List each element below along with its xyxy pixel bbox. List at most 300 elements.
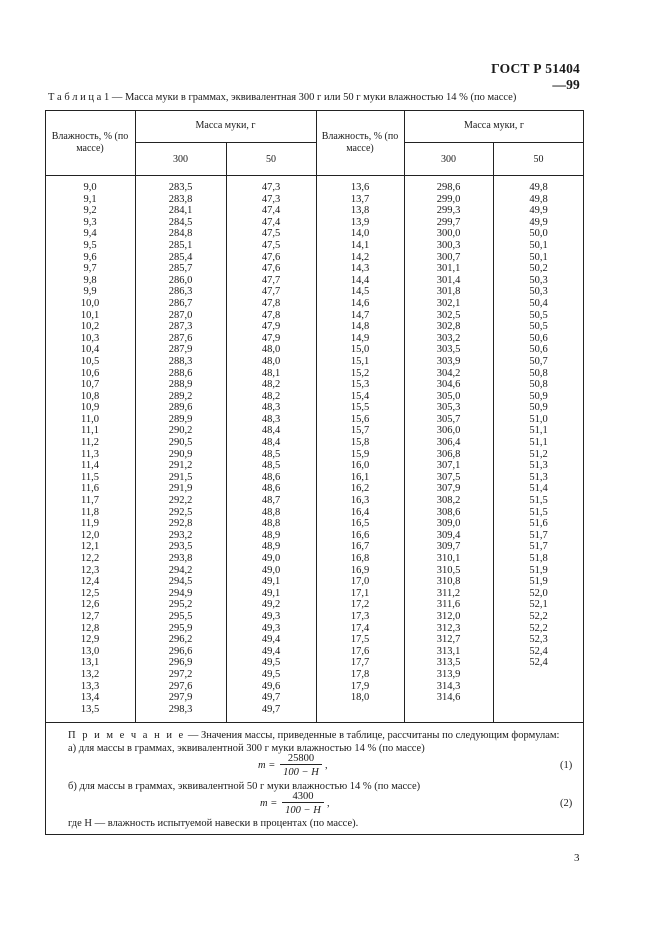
table-cell: 14,4	[350, 274, 370, 286]
table-cell: 49,8	[529, 193, 548, 205]
table-cell: 13,9	[350, 216, 370, 228]
formula2-numerator: 4300	[282, 791, 324, 803]
table-cell: 287,9	[168, 344, 193, 356]
table-cell: 48,0	[261, 355, 281, 367]
table-cell: 47,6	[261, 263, 281, 275]
table-cell: 11,8	[81, 506, 99, 518]
table-cell: 13,7	[350, 193, 370, 205]
table-cell: 303,2	[436, 332, 461, 344]
table-cell: 48,2	[261, 390, 281, 402]
table-cell: 296,9	[168, 657, 193, 669]
table-cell: 50,1	[529, 251, 548, 263]
formula2-lhs: m =	[260, 798, 278, 809]
table-cell: 296,6	[168, 645, 193, 657]
table-cell: 12,5	[80, 587, 100, 599]
table-cell: 293,5	[168, 541, 193, 553]
table-cell: 15,2	[350, 367, 370, 379]
table-cell: 52,4	[529, 645, 548, 657]
table-cell: 50,9	[529, 402, 548, 414]
table-cell: 49,0	[261, 553, 281, 564]
table-cell: 48,7	[261, 495, 281, 507]
table-cell: 303,5	[436, 344, 461, 356]
table-cell: 10,3	[80, 332, 100, 344]
table-cell: 13,2	[80, 668, 100, 680]
header-mass-right: Масса муки, г	[464, 120, 524, 131]
table-cell: 16,7	[350, 541, 370, 553]
table-cell: 307,5	[436, 471, 461, 483]
table-cell: 47,8	[261, 309, 281, 321]
table-cell: 16,3	[350, 495, 370, 507]
table-cell: 47,5	[261, 239, 281, 251]
table-cell: 286,7	[168, 297, 193, 309]
table-cell: 300,3	[436, 239, 461, 251]
formula1-lhs: m =	[258, 760, 276, 771]
table-cell: 14,8	[350, 321, 370, 333]
table-cell: 302,5	[436, 309, 461, 321]
table-cell: 17,0	[350, 576, 370, 588]
table-cell: 10,4	[80, 344, 100, 356]
table-cell: 297,2	[168, 668, 193, 680]
table-cell: 284,1	[168, 205, 193, 217]
table-cell: 51,5	[529, 495, 548, 507]
table-cell: 17,9	[350, 680, 370, 692]
table-cell: 49,6	[261, 680, 281, 692]
table-cell: 17,7	[350, 657, 370, 669]
table-cell: 49,2	[261, 599, 281, 611]
table-cell: 51,1	[529, 437, 548, 449]
table-cell: 310,1	[436, 553, 461, 564]
table-cell: 11,1	[81, 425, 99, 437]
table-cell: 286,3	[168, 286, 193, 298]
table-cell: 284,5	[168, 216, 193, 228]
column-mass-50-right	[493, 182, 584, 669]
table-caption	[48, 92, 588, 103]
table-cell: 17,4	[350, 622, 370, 634]
table-cell: 47,5	[261, 228, 281, 240]
table-cell: 13,3	[80, 680, 100, 692]
table-cell: 9,3	[83, 216, 97, 228]
table-cell: 47,6	[261, 251, 281, 263]
table-cell: 51,6	[529, 518, 548, 530]
table-cell: 295,2	[168, 599, 193, 611]
formula2-number: (2)	[560, 798, 573, 809]
table-cell: 15,6	[350, 413, 370, 425]
table-cell: 13,1	[80, 657, 100, 669]
note-item-b: б) для массы в граммах, эквивалентной 50 г муки влажностью 14 % (по массе)	[68, 781, 421, 792]
table-cell: 294,9	[168, 587, 193, 599]
page-number: 3	[574, 852, 580, 864]
table-cell: 11,3	[81, 448, 99, 460]
header-300-right: 300	[441, 154, 456, 165]
table-cell: 48,2	[261, 379, 281, 391]
table-cell: 48,8	[261, 518, 281, 530]
table-cell: 49,7	[261, 703, 281, 715]
table-cell: 16,4	[350, 506, 370, 518]
table-cell: 285,7	[168, 263, 193, 275]
column-mass-300-right	[404, 182, 493, 704]
table-cell: 297,9	[168, 692, 193, 704]
formula1-tail: ,	[325, 760, 328, 771]
table-cell: 52,0	[529, 587, 548, 599]
table-cell: 313,1	[436, 645, 461, 657]
column-moisture-right	[316, 182, 404, 704]
table-cell: 51,4	[529, 483, 548, 495]
table-cell: 291,2	[168, 460, 193, 472]
note-label: П р и м е ч а н и е	[68, 730, 186, 741]
table-cell: 312,3	[436, 622, 461, 634]
table-cell: 295,5	[168, 610, 193, 622]
table-cell: 11,6	[81, 483, 99, 495]
table-cell: 12,3	[80, 564, 100, 576]
table-cell: 299,7	[436, 216, 461, 228]
table-cell: 296,2	[168, 634, 193, 646]
table-cell: 12,2	[80, 553, 100, 564]
table-cell: 49,3	[261, 610, 281, 622]
table-cell: 305,3	[436, 402, 461, 414]
table-cell: 51,7	[529, 541, 548, 553]
table-cell: 48,5	[261, 460, 281, 472]
table-cell: 9,6	[83, 251, 97, 263]
table-cell: 50,7	[529, 355, 548, 367]
table-cell: 49,4	[261, 645, 281, 657]
table-cell: 51,0	[529, 413, 548, 425]
table-cell: 47,3	[261, 193, 281, 205]
table-cell: 299,0	[436, 193, 461, 205]
table-cell: 47,8	[261, 297, 281, 309]
table-cell: 295,9	[168, 622, 193, 634]
table-cell: 47,4	[261, 216, 281, 228]
table-cell: 48,4	[261, 437, 281, 449]
header-mass-left: Масса муки, г	[195, 120, 256, 131]
table-cell: 49,0	[261, 564, 281, 576]
table-cell: 288,6	[168, 367, 193, 379]
formula1-denominator: 100 − H	[283, 767, 319, 778]
table-cell: 309,7	[436, 541, 461, 553]
table-cell: 49,5	[261, 668, 281, 680]
table-cell: 15,1	[350, 355, 370, 367]
table-cell: 9,9	[83, 286, 97, 298]
table-cell: 289,6	[168, 402, 193, 414]
table-cell: 17,2	[350, 599, 370, 611]
table-cell: 49,9	[529, 205, 548, 217]
header-50-right: 50	[533, 154, 544, 165]
table-cell: 13,0	[80, 645, 100, 657]
table-cell: 50,8	[529, 367, 548, 379]
note-where: где H — влажность испытуемой навески в процентах (по массе).	[68, 818, 359, 829]
table-cell: 12,9	[80, 634, 100, 646]
table-cell: 48,4	[261, 425, 281, 437]
table-cell: 290,2	[168, 425, 193, 437]
table-cell: 16,9	[350, 564, 370, 576]
table-cell: 16,0	[350, 460, 370, 472]
table-cell: 301,4	[436, 274, 461, 286]
table-cell: 308,2	[436, 495, 461, 507]
table-cell: 50,6	[529, 344, 548, 356]
table-cell: 311,2	[436, 587, 461, 599]
table-cell: 17,8	[350, 668, 370, 680]
table-cell: 15,7	[350, 425, 370, 437]
table-cell: 9,8	[83, 274, 97, 286]
table-cell: 10,2	[80, 321, 100, 333]
table-cell: 314,3	[436, 680, 461, 692]
table-cell: 9,7	[83, 263, 97, 275]
table-cell: 16,1	[350, 471, 370, 483]
table-cell: 298,3	[168, 703, 193, 715]
table-cell: 47,4	[261, 205, 281, 217]
table-cell: 50,5	[529, 309, 548, 321]
table-cell: 48,3	[261, 413, 281, 425]
table-cell: 312,0	[436, 610, 461, 622]
table-cell: 303,9	[436, 355, 461, 367]
table-cell: 51,2	[529, 448, 548, 460]
header-bottom-rule	[45, 175, 584, 176]
table-cell: 49,4	[261, 634, 281, 646]
table-cell: 10,7	[80, 379, 100, 391]
table-cell: 14,9	[350, 332, 370, 344]
note-intro-text: — Значения массы, приведенные в таблице, рассчитаны по следующим формулам:	[185, 730, 560, 741]
table-cell: 287,0	[168, 309, 193, 321]
column-moisture-left	[45, 182, 135, 715]
table-cell: 49,7	[261, 692, 281, 704]
table-cell: 9,4	[83, 228, 97, 240]
table-cell: 52,2	[529, 610, 548, 622]
table-cell: 14,0	[350, 228, 370, 240]
table-cell: 13,4	[80, 692, 100, 704]
table-cell: 12,0	[80, 529, 100, 541]
table-cell: 292,5	[168, 506, 193, 518]
table-cell: 15,9	[350, 448, 370, 460]
table-cell: 288,9	[168, 379, 193, 391]
table-cell: 15,0	[350, 344, 370, 356]
table-cell: 47,7	[261, 274, 281, 286]
table-cell: 50,8	[529, 379, 548, 391]
table-cell: 48,9	[261, 529, 281, 541]
table-cell: 11,5	[81, 471, 99, 483]
table-cell: 284,8	[168, 228, 193, 240]
table-cell: 17,6	[350, 645, 370, 657]
table-cell: 292,8	[168, 518, 193, 530]
table-cell: 51,9	[529, 576, 548, 588]
table-cell: 304,2	[436, 367, 461, 379]
table-cell: 50,4	[529, 297, 548, 309]
table-cell: 48,0	[261, 344, 281, 356]
table-cell: 309,4	[436, 529, 461, 541]
table-cell: 51,8	[529, 553, 548, 564]
table-cell: 299,3	[436, 205, 461, 217]
table-cell: 14,3	[350, 263, 370, 275]
table-cell: 283,8	[168, 193, 193, 205]
table-cell: 285,4	[168, 251, 193, 263]
table-caption-prefix: Т а б л и ц а	[48, 92, 102, 103]
table-cell: 14,7	[350, 309, 370, 321]
table-cell: 313,9	[436, 668, 461, 680]
table-cell: 51,1	[529, 425, 548, 437]
table-cell: 11,4	[81, 460, 99, 472]
table-cell: 49,1	[261, 587, 281, 599]
standard-code: ГОСТ Р 51404—99	[491, 61, 580, 92]
table-cell: 47,9	[261, 332, 281, 344]
table-cell: 300,7	[436, 251, 461, 263]
table-cell: 10,9	[80, 402, 100, 414]
table-cell: 12,4	[80, 576, 100, 588]
table-cell: 49,8	[529, 182, 548, 193]
table-cell: 11,2	[81, 437, 99, 449]
table-cell: 47,3	[261, 182, 281, 193]
table-cell: 17,3	[350, 610, 370, 622]
table-cell: 289,9	[168, 413, 193, 425]
formula1-numerator: 25800	[280, 753, 322, 765]
table-cell: 292,2	[168, 495, 193, 507]
table-cell: 51,5	[529, 506, 548, 518]
table-cell: 49,3	[261, 622, 281, 634]
table-cell: 50,5	[529, 321, 548, 333]
table-cell: 293,8	[168, 553, 193, 564]
table-cell: 52,2	[529, 622, 548, 634]
table-cell: 307,9	[436, 483, 461, 495]
formula2-denominator: 100 − H	[285, 805, 321, 816]
table-cell: 50,9	[529, 390, 548, 402]
table-cell: 50,0	[529, 228, 548, 240]
table-cell: 47,7	[261, 286, 281, 298]
column-mass-50-left	[226, 182, 316, 715]
table-cell: 293,2	[168, 529, 193, 541]
table-cell: 48,9	[261, 541, 281, 553]
table-cell: 290,5	[168, 437, 193, 449]
table-cell: 12,6	[80, 599, 100, 611]
table-cell: 306,0	[436, 425, 461, 437]
table-cell: 14,1	[350, 239, 370, 251]
table-cell: 298,6	[436, 182, 461, 193]
table-cell: 13,5	[80, 703, 100, 715]
table-cell: 17,1	[350, 587, 370, 599]
table-cell: 13,6	[350, 182, 370, 193]
table-cell: 9,5	[83, 239, 97, 251]
table-cell: 14,5	[350, 286, 370, 298]
table-cell: 13,8	[350, 205, 370, 217]
table-cell: 294,5	[168, 576, 193, 588]
table-cell: 10,8	[80, 390, 100, 402]
table-cell: 301,8	[436, 286, 461, 298]
table-cell: 48,3	[261, 402, 281, 414]
table-cell: 51,3	[529, 460, 548, 472]
table-cell: 17,5	[350, 634, 370, 646]
header-moisture-left: Влажность, % (по массе)	[51, 131, 129, 154]
table-cell: 314,6	[436, 692, 461, 704]
table-cell: 304,6	[436, 379, 461, 391]
header-moisture-right: Влажность, % (по массе)	[321, 131, 399, 154]
table-cell: 49,1	[261, 576, 281, 588]
table-cell: 48,1	[261, 367, 281, 379]
table-cell: 16,8	[350, 553, 370, 564]
table-cell: 14,6	[350, 297, 370, 309]
table-cell: 306,4	[436, 437, 461, 449]
table-cell: 310,8	[436, 576, 461, 588]
table-cell: 11,9	[81, 518, 99, 530]
table-cell: 9,1	[83, 193, 97, 205]
table-cell: 11,0	[81, 413, 99, 425]
table-cell: 50,3	[529, 286, 548, 298]
table-cell: 51,7	[529, 529, 548, 541]
table-cell: 52,4	[529, 657, 548, 669]
table-cell: 310,5	[436, 564, 461, 576]
table-cell: 51,3	[529, 471, 548, 483]
table-cell: 48,6	[261, 483, 281, 495]
formula2-tail: ,	[327, 798, 330, 809]
table-cell: 47,9	[261, 321, 281, 333]
table-cell: 50,3	[529, 274, 548, 286]
table-caption-text: 1 — Масса муки в граммах, эквивалентная 300 г или 50 г муки влажностью 14 % (по массе)	[103, 92, 517, 103]
table-cell: 290,9	[168, 448, 193, 460]
formula1-number: (1)	[560, 760, 573, 771]
table-cell: 10,1	[80, 309, 100, 321]
table-cell: 16,5	[350, 518, 370, 530]
table-cell: 302,8	[436, 321, 461, 333]
table-cell: 283,5	[168, 182, 193, 193]
table-cell: 48,5	[261, 448, 281, 460]
table-cell: 52,1	[529, 599, 548, 611]
table-cell: 294,2	[168, 564, 193, 576]
table-cell: 308,6	[436, 506, 461, 518]
table-cell: 302,1	[436, 297, 461, 309]
table-cell: 301,1	[436, 263, 461, 275]
table-cell: 49,5	[261, 657, 281, 669]
header-300-left: 300	[173, 154, 188, 165]
column-mass-300-left	[135, 182, 226, 715]
table-cell: 287,6	[168, 332, 193, 344]
table-cell: 312,7	[436, 634, 461, 646]
table-cell: 49,9	[529, 216, 548, 228]
table-cell: 15,8	[350, 437, 370, 449]
table-cell: 285,1	[168, 239, 193, 251]
note-intro	[68, 730, 559, 741]
table-cell: 305,7	[436, 413, 461, 425]
table-cell: 12,7	[80, 610, 100, 622]
table-cell: 305,0	[436, 390, 461, 402]
table-cell: 9,2	[83, 205, 97, 217]
table-cell: 11,7	[81, 495, 99, 507]
table-cell: 16,2	[350, 483, 370, 495]
header-50-left: 50	[266, 154, 276, 165]
table-cell: 51,9	[529, 564, 548, 576]
table-cell: 306,8	[436, 448, 461, 460]
table-cell: 15,5	[350, 402, 370, 414]
right-mass-header-rule	[404, 142, 584, 143]
table-cell: 289,2	[168, 390, 193, 402]
table-cell: 297,6	[168, 680, 193, 692]
table-cell: 12,8	[80, 622, 100, 634]
table-cell: 10,0	[80, 297, 100, 309]
table-cell: 309,0	[436, 518, 461, 530]
table-cell: 311,6	[436, 599, 461, 611]
table-cell: 10,6	[80, 367, 100, 379]
table-cell: 50,1	[529, 239, 548, 251]
table-cell: 18,0	[350, 692, 370, 704]
table-cell: 16,6	[350, 529, 370, 541]
table-cell: 291,5	[168, 471, 193, 483]
table-cell: 9,0	[83, 182, 97, 193]
table-cell: 291,9	[168, 483, 193, 495]
table-cell: 48,8	[261, 506, 281, 518]
table-bottom-rule	[45, 722, 584, 723]
note-item-a: а) для массы в граммах, эквивалентной 300 г муки влажностью 14 % (по массе)	[68, 743, 425, 754]
table-cell: 15,4	[350, 390, 370, 402]
table-cell: 300,0	[436, 228, 461, 240]
table-cell: 287,3	[168, 321, 193, 333]
table-cell: 288,3	[168, 355, 193, 367]
table-cell: 50,6	[529, 332, 548, 344]
table-cell: 10,5	[80, 355, 100, 367]
table-cell: 48,6	[261, 471, 281, 483]
